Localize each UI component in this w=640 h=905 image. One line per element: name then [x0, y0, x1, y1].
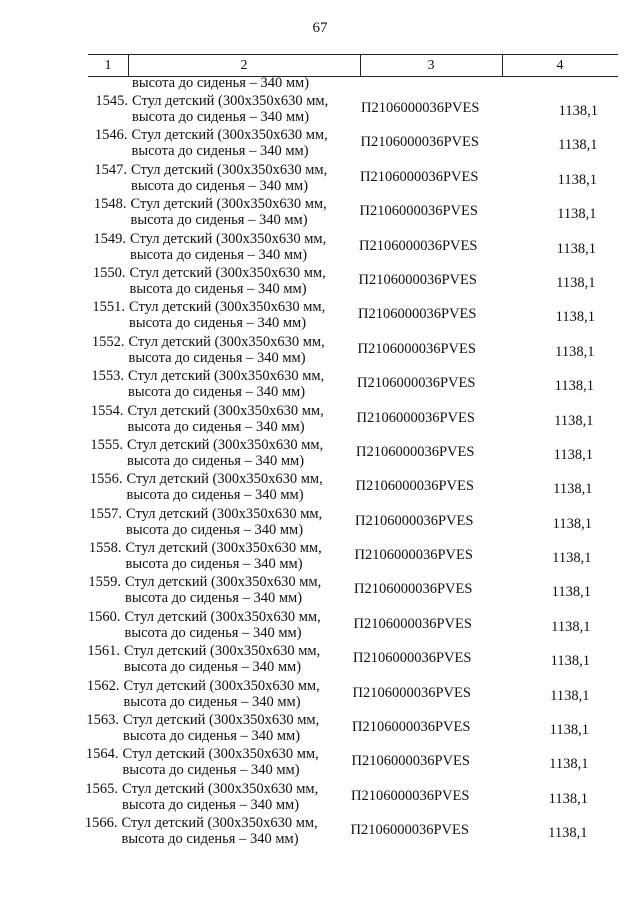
table-row [79, 710, 609, 744]
row-code: П2106000036PVES [351, 787, 470, 804]
header-col-4: 4 [556, 58, 564, 73]
description-line-1: Стул детский (300х350х630 мм, [127, 436, 324, 453]
table-row [87, 160, 617, 194]
description-line-2: высота до сиденья – 340 мм) [124, 659, 302, 676]
row-number: 1563. [86, 712, 119, 729]
row-description [126, 506, 356, 538]
table-row [85, 332, 615, 366]
row-description [122, 781, 352, 813]
header-col-3: 3 [427, 58, 435, 73]
row-description [127, 471, 357, 503]
description-line-1: Стул детский (300х350х630 мм, [131, 161, 328, 178]
description-line-1: Стул детский (300х350х630 мм, [123, 712, 320, 729]
description-line-2: высота до сиденья – 340 мм) [130, 212, 308, 229]
row-code: П2106000036PVES [354, 547, 473, 564]
description-line-2: высота до сиденья – 340 мм) [129, 315, 307, 332]
row-price: 1138,1 [550, 653, 590, 670]
row-price: 1138,1 [558, 137, 598, 154]
row-description [129, 299, 359, 331]
row-code: П2106000036PVES [353, 615, 472, 632]
description-line-2: высота до сиденья – 340 мм) [123, 693, 301, 710]
row-number: 1562. [86, 677, 120, 694]
row-number: 1551. [92, 299, 125, 316]
row-number: 1566. [84, 815, 118, 832]
row-price: 1138,1 [548, 825, 588, 842]
table-row [86, 263, 616, 297]
description-line-2: высота до сиденья – 340 мм) [127, 418, 305, 435]
description-line-2: высота до сиденья – 340 мм) [126, 487, 304, 504]
header-col-2: 2 [240, 58, 248, 73]
row-code: П2106000036PVES [360, 134, 479, 151]
description-line-1: Стул детский (300х350х630 мм, [124, 608, 321, 625]
description-line-2: высота до сиденья – 340 мм) [123, 728, 301, 745]
row-description [124, 678, 354, 710]
row-code: П2106000036PVES [356, 409, 475, 426]
row-number: 1554. [90, 402, 124, 419]
description-line-2: высота до сиденья – 340 мм) [121, 831, 299, 848]
row-number: 1560. [87, 608, 121, 625]
row-description [132, 93, 362, 125]
row-number: 1557. [89, 505, 122, 522]
description-line-2: высота до сиденья – 340 мм) [126, 521, 304, 538]
description-line-1: Стул детский (300х350х630 мм, [124, 643, 321, 660]
description-line-1: Стул детский (300х350х630 мм, [130, 196, 327, 213]
row-code: П2106000036PVES [357, 340, 476, 357]
row-price: 1138,1 [554, 378, 594, 395]
row-code: П2106000036PVES [361, 100, 480, 116]
description-line-1: Стул детский (300х350х630 мм, [123, 677, 320, 694]
table-row [78, 779, 608, 813]
table-row [87, 194, 617, 228]
description-line-2: высота до сиденья – 340 мм) [132, 109, 310, 125]
table-row [82, 504, 612, 538]
price-table [84, 54, 618, 848]
description-line-1: Стул детский (300х350х630 мм, [130, 230, 327, 247]
row-price: 1138,1 [548, 790, 588, 807]
description-line-1: Стул детский (300х350х630 мм, [131, 127, 328, 144]
row-number: 1561. [87, 643, 120, 660]
row-price: 1138,1 [554, 412, 594, 429]
row-price: 1138,1 [549, 722, 589, 739]
description-line-2: высота до сиденья – 340 мм) [122, 796, 300, 813]
row-number: 1546. [94, 127, 128, 144]
row-code: П2106000036PVES [355, 512, 474, 529]
row-code: П2106000036PVES [360, 168, 479, 185]
row-number: 1553. [91, 368, 124, 385]
table-row [84, 366, 614, 400]
description-line-1: Стул детский (300х350х630 мм, [121, 815, 318, 832]
table-row [83, 469, 613, 503]
description-line-1: Стул детский (300х350х630 мм, [128, 368, 325, 385]
row-description [130, 231, 360, 263]
description-line-2: высота до сиденья – 340 мм) [122, 762, 300, 779]
row-number: 1547. [94, 161, 127, 178]
table-row [82, 538, 612, 572]
row-price: 1138,1 [557, 206, 597, 223]
row-description [124, 643, 354, 675]
row-description [131, 162, 361, 194]
row-number: 1555. [90, 436, 123, 453]
row-price: 1138,1 [552, 515, 592, 532]
row-price: 1138,1 [555, 309, 595, 326]
row-number: 1556. [89, 471, 123, 488]
row-number: 1552. [91, 333, 125, 350]
row-description [126, 540, 356, 572]
row-price: 1138,1 [557, 171, 597, 188]
row-code: П2106000036PVES [353, 650, 472, 667]
table-row [88, 125, 618, 159]
row-number: 1548. [93, 196, 127, 213]
row-code: П2106000036PVES [354, 581, 473, 598]
row-number: 1558. [88, 540, 122, 557]
table-row [80, 641, 610, 675]
description-line-2: высота до сиденья – 340 мм) [125, 590, 303, 607]
row-description [123, 746, 353, 778]
row-description [132, 127, 362, 159]
row-description [130, 265, 360, 297]
row-price: 1138,1 [556, 274, 596, 291]
description-line-1: Стул детский (300х350х630 мм, [125, 574, 322, 591]
table-row [84, 401, 614, 435]
row-number: 1550. [92, 264, 126, 281]
table-row [79, 744, 609, 778]
table-row [81, 572, 611, 606]
row-description [129, 334, 359, 366]
description-line-1: Стул детский (300х350х630 мм, [125, 540, 322, 557]
header-col-1: 1 [104, 58, 112, 73]
table-row [81, 607, 611, 641]
row-code: П2106000036PVES [352, 719, 471, 736]
row-price: 1138,1 [551, 618, 591, 635]
description-line-1: Стул детский (300х350х630 мм, [126, 505, 323, 522]
table-row [88, 91, 618, 125]
row-number: 1559. [88, 574, 121, 591]
row-code: П2106000036PVES [350, 822, 469, 839]
table-body [84, 75, 618, 848]
description-line-2: высота до сиденья – 340 мм) [129, 280, 307, 297]
row-price: 1138,1 [550, 687, 590, 704]
description-line-1: Стул детский (300х350х630 мм, [122, 746, 319, 763]
description-line-2: высота до сиденья – 340 мм) [130, 246, 308, 263]
table-header [88, 54, 618, 77]
description-line-1: Стул детский (300х350х630 мм, [126, 471, 323, 488]
row-price: 1138,1 [553, 481, 593, 498]
row-code: П2106000036PVES [359, 237, 478, 254]
table-row [85, 297, 615, 331]
row-description [131, 196, 361, 228]
description-line-1: Стул детский (300х350х630 мм, [122, 780, 319, 797]
row-code: П2106000036PVES [359, 203, 478, 220]
row-description [123, 712, 353, 744]
page-number: 67 [312, 20, 328, 36]
row-number: 1549. [93, 230, 126, 247]
table-row-continued [88, 77, 618, 91]
row-price: 1138,1 [553, 446, 593, 463]
table-row [80, 676, 610, 710]
row-code: П2106000036PVES [357, 375, 476, 392]
description-line-2: высота до сиденья – 340 мм) [128, 349, 306, 366]
description-line-2: высота до сиденья – 340 мм) [127, 452, 305, 469]
row-price: 1138,1 [552, 550, 592, 567]
table-row [86, 229, 616, 263]
row-number: 1545. [95, 93, 128, 109]
description-line-1: Стул детский (300х350х630 мм, [127, 402, 324, 419]
description-line-1: Стул детский (300х350х630 мм, [129, 264, 326, 281]
row-number: 1565. [85, 780, 118, 797]
row-code: П2106000036PVES [355, 478, 474, 495]
description-line-2: высота до сиденья – 340 мм) [131, 143, 309, 160]
row-description [128, 368, 358, 400]
row-code: П2106000036PVES [352, 684, 471, 701]
description-line-2: высота до сиденья – 340 мм) [131, 177, 309, 194]
row-description [125, 574, 355, 606]
row-description [125, 609, 355, 641]
description-line-2: высота до сиденья – 340 мм) [124, 624, 302, 641]
row-description [128, 403, 358, 435]
row-price: 1138,1 [556, 240, 596, 257]
description-line-2: высота до сиденья – 340 мм) [125, 556, 303, 573]
continued-description: высота до сиденья – 340 мм) [132, 75, 310, 91]
row-code: П2106000036PVES [358, 306, 477, 323]
row-price: 1138,1 [555, 343, 595, 360]
description-line-1: Стул детский (300х350х630 мм, [132, 93, 329, 109]
row-price: 1138,1 [549, 756, 589, 773]
table-row [78, 813, 608, 847]
row-description [122, 815, 352, 847]
description-line-1: Стул детский (300х350х630 мм, [129, 299, 326, 316]
row-code: П2106000036PVES [358, 271, 477, 288]
table-row [83, 435, 613, 469]
row-number: 1564. [85, 746, 119, 763]
row-code: П2106000036PVES [356, 443, 475, 460]
row-price: 1138,1 [551, 584, 591, 601]
description-line-2: высота до сиденья – 340 мм) [128, 384, 306, 401]
description-line-1: Стул детский (300х350х630 мм, [128, 333, 325, 350]
row-code: П2106000036PVES [351, 753, 470, 770]
row-price: 1138,1 [558, 103, 598, 119]
row-description [127, 437, 357, 469]
